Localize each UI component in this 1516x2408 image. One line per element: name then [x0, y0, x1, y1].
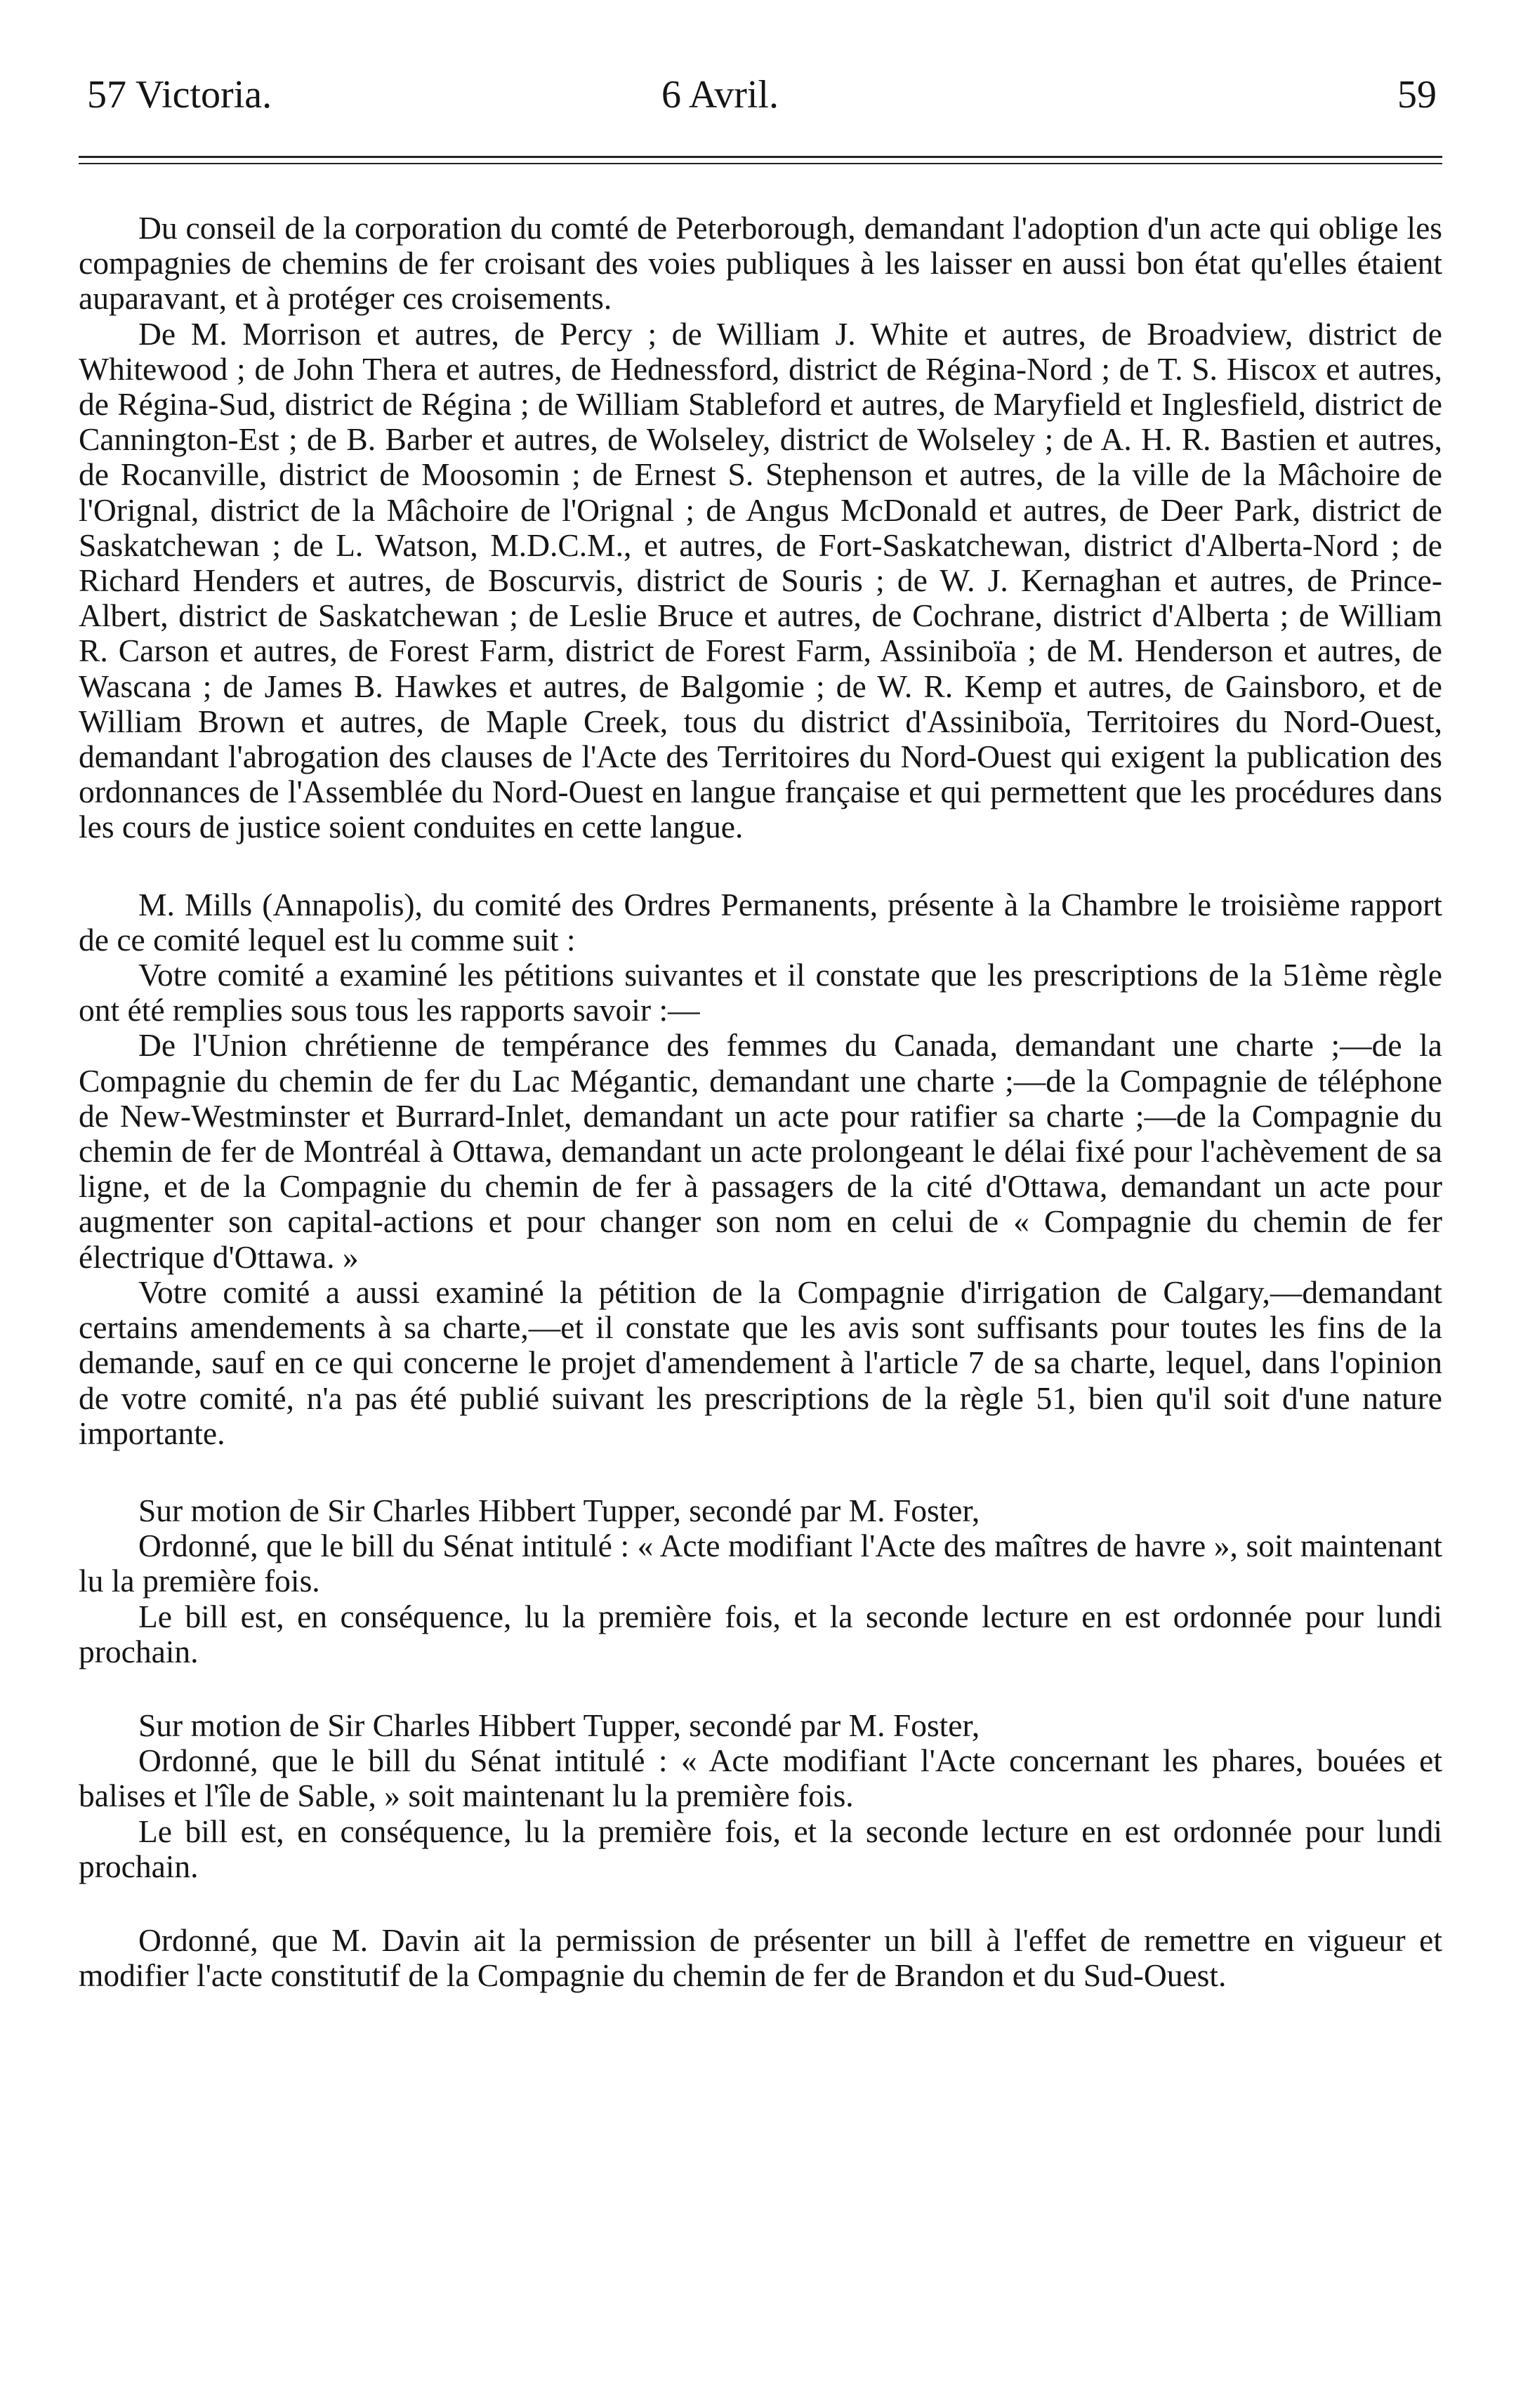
header-rule	[79, 156, 1442, 158]
header-date: 6 Avril.	[661, 73, 779, 117]
paragraph-reading-1: Le bill est, en conséquence, lu la première fois, et la seconde lecture en est ordonnée pour lundi prochain.	[79, 1598, 1442, 1669]
paragraph-petition-peterborough: Du conseil de la corporation du comté de Peterborough, demandant l'adoption d'un acte qui oblige les compagnies de chemins de fer croisant des voies publiques à les laisser en aussi bon état qu'elles étaient auparavant, et à protéger ces croisements.	[79, 210, 1442, 317]
paragraph-motion-1: Sur motion de Sir Charles Hibbert Tupper, secondé par M. Foster,	[138, 1492, 980, 1528]
paragraph-reading-2: Le bill est, en conséquence, lu la première fois, et la seconde lecture en est ordonnée pour lundi prochain.	[79, 1813, 1442, 1884]
header-rule-secondary	[79, 163, 1442, 164]
header-session: 57 Victoria.	[87, 73, 272, 117]
journal-text	[79, 211, 1442, 1993]
paragraph-report-intro: Votre comité a examiné les pétitions suivantes et il constate que les prescriptions de la 51ème règle ont été remplies sous tous les rapports savoir :—	[79, 957, 1442, 1028]
paragraph-petitions-territories: De M. Morrison et autres, de Percy ; de William J. White et autres, de Broadview, district de Whitewood ; de John Thera et autres, de Hednessford, district de Régina-Nord ; de T. S. Hiscox et autres, de Régina-Sud, district de Régina ; de William Stableford et autres, de Maryfield et Inglesfield, district de Cannington-Est ; de B. Barber et autres, de Wolseley, district de Wolseley ; de A. H. R. Bastien et autres, de Rocanville, district de Moosomin ; de Ernest S. Stephenson et autres, de la ville de la Mâchoire de l'Orignal, district de la Mâchoire de l'Orignal ; de Angus McDonald et autres, de Deer Park, district de Saskatchewan ; de L. Watson, M.D.C.M., et autres, de Fort-Saskatchewan, district d'Alberta-Nord ; de Richard Henders et autres, de Boscurvis, district de Souris ; de W. J. Kernaghan et autres, de Prince-Albert, district de Saskatchewan ; de Leslie Bruce et autres, de Cochrane, district d'Alberta ; de William R. Carson et autres, de Forest Farm, district de Forest Farm, Assiniboïa ; de M. Henderson et autres, de Wascana ; de James B. Hawkes et autres, de Balgomie ; de W. R. Kemp et autres, de Gainsboro, et de William Brown et autres, de Maple Creek, tous du district d'Assiniboïa, Territoires du Nord-Ouest, demandant l'abrogation des clauses de l'Acte des Territoires du Nord-Ouest qui exigent la publication des ordonnances de l'Assemblée du Nord-Ouest en langue française et qui permettent que les procédures dans les cours de justice soient conduites en cette langue.	[79, 315, 1442, 845]
paragraph-order-2: Ordonné, que le bill du Sénat intitulé : « Acte modifiant l'Acte concernant les phares, bouées et balises et l'île de Sable, » soit maintenant lu la première fois.	[79, 1742, 1442, 1814]
paragraph-order-davin: Ordonné, que M. Davin ait la permission de présenter un bill à l'effet de remettre en vigueur et modifier l'acte constitutif de la Compagnie du chemin de fer de Brandon et du Sud-Ouest.	[79, 1921, 1442, 1994]
page-number: 59	[1397, 73, 1437, 117]
paragraph-committee-report: M. Mills (Annapolis), du comité des Ordres Permanents, présente à la Chambre le troisième rapport de ce comité lequel est lu comme suit :	[79, 886, 1442, 958]
running-head	[79, 70, 1442, 119]
paragraph-motion-2: Sur motion de Sir Charles Hibbert Tupper, secondé par M. Foster,	[138, 1707, 980, 1743]
paragraph-report-petitions: De l'Union chrétienne de tempérance des femmes du Canada, demandant une charte ;—de la Compagnie du chemin de fer du Lac Mégantic, demandant une charte ;—de la Compagnie de téléphone de New-Westminster et Burrard-Inlet, demandant un acte pour ratifier sa charte ;—de la Compagnie du chemin de fer de Montréal à Ottawa, demandant un acte prolongeant le délai fixé pour l'achèvement de sa ligne, et de la Compagnie du chemin de fer à passagers de la cité d'Ottawa, demandant un acte pour augmenter son capital-actions et pour changer son nom en celui de « Compagnie du chemin de fer électrique d'Ottawa. »	[79, 1027, 1442, 1275]
paragraph-order-1: Ordonné, que le bill du Sénat intitulé : « Acte modifiant l'Acte des maîtres de havre », soit maintenant lu la première fois.	[79, 1528, 1442, 1599]
paragraph-report-calgary: Votre comité a aussi examiné la pétition de la Compagnie d'irrigation de Calgary,—demandant certains amendements à sa charte,—et il constate que les avis sont suffisants pour toutes les fins de la demande, sauf en ce qui concerne le projet d'amendement à l'article 7 de sa charte, lequel, dans l'opinion de votre comité, n'a pas été publié suivant les prescriptions de la règle 51, bien qu'il soit d'une nature importante.	[79, 1274, 1442, 1451]
